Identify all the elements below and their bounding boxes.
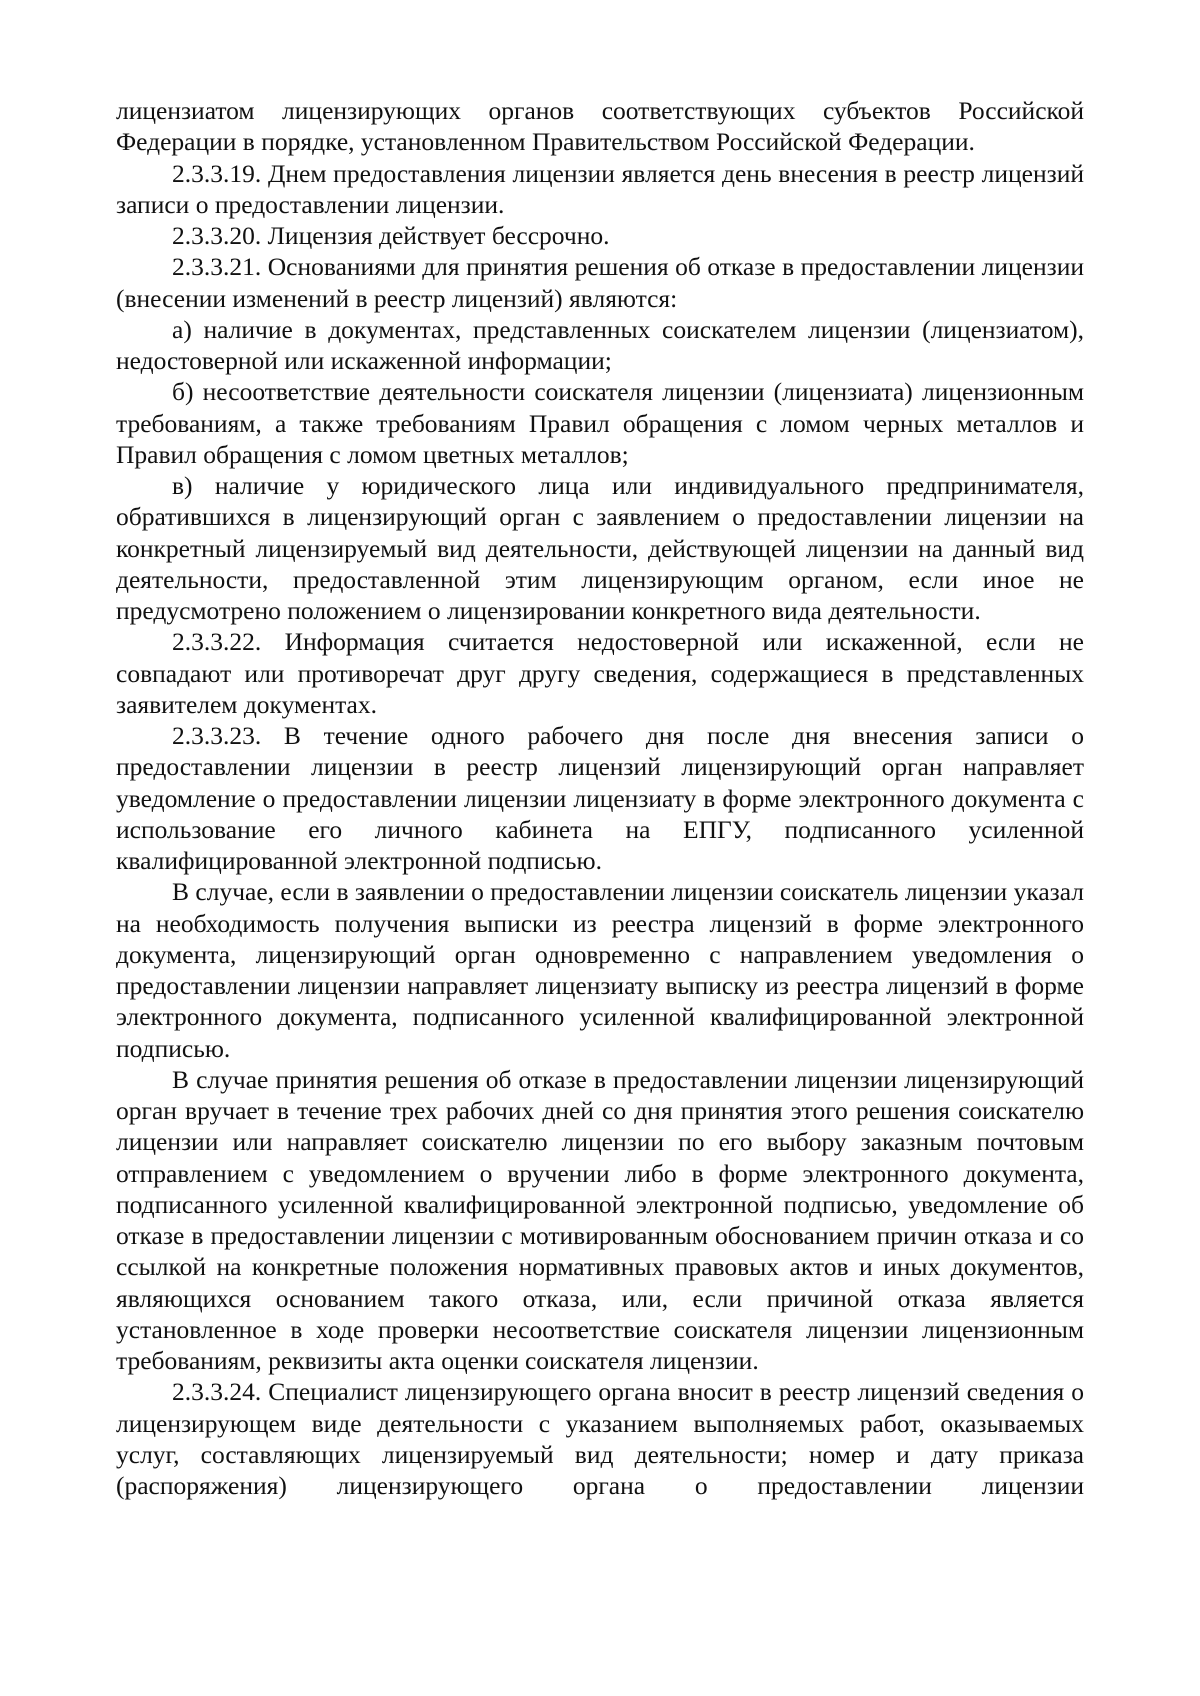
paragraph-2-3-3-19: 2.3.3.19. Днем предоставления лицензии является день внесения в реестр лицензий записи о предоставлении лицензии.	[116, 158, 1084, 219]
list-item-v: в) наличие у юридического лица или индивидуального предпринимателя, обратившихся в лицензирующий орган с заявлением о предоставлении лицензии на конкретный лицензируемый вид деятельности, действующей лицензии на данный вид деятельности, предоставленной этим лицензирующим органом, если иное не предусмотрено положением о лицензировании конкретного вида деятельности.	[116, 471, 1084, 625]
paragraph-2-3-3-23: 2.3.3.23. В течение одного рабочего дня после дня внесения записи о предоставлении лицензии в реестр лицензий лицензирующий орган направляет уведомление о предоставлении лицензии лицензиату в форме электронного документа с использование его личного кабинета на ЕПГУ, подписанного усиленной квалифицированной электронной подписью.	[116, 721, 1084, 875]
paragraph-2-3-3-24: 2.3.3.24. Специалист лицензирующего органа вносит в реестр лицензий сведения о лицензирующем виде деятельности с указанием выполняемых работ, оказываемых услуг, составляющих лицензируемый вид деятельности; номер и дату приказа (распоряжения) лицензирующего органа о предоставлении лицензии	[116, 1377, 1084, 1500]
paragraph-refusal-notice: В случае принятия решения об отказе в предоставлении лицензии лицензирующий орган вручает в течение трех рабочих дней со дня принятия этого решения соискателю лицензии или направляет соискателю лицензии по его выбору заказным почтовым отправлением с уведомлением о вручении либо в форме электронного документа, подписанного усиленной квалифицированной электронной подписью, уведомление об отказе в предоставлении лицензии с мотивированным обоснованием причин отказа и со ссылкой на конкретные положения нормативных правовых актов и иных документов, являющихся основанием такого отказа, или, если причиной отказа является установленное в ходе проверки несоответствие соискателя лицензии лицензионным требованиям, реквизиты акта оценки соискателя лицензии.	[116, 1064, 1084, 1375]
paragraph-continuation: лицензиатом лицензирующих органов соответствующих субъектов Российской Федерации в порядке, установленном Правительством Российской Федерации.	[116, 96, 1084, 157]
paragraph-2-3-3-20: 2.3.3.20. Лицензия действует бессрочно.	[172, 221, 610, 250]
paragraph-extract-request: В случае, если в заявлении о предоставлении лицензии соискатель лицензии указал на необходимость получения выписки из реестра лицензий в форме электронного документа, лицензирующий орган одновременно с направлением уведомления о предоставлении лицензии направляет лицензиату выписку из реестра лицензий в форме электронного документа, подписанного усиленной квалифицированной электронной подписью.	[116, 877, 1084, 1063]
document-page	[116, 95, 1084, 1501]
list-item-a: а) наличие в документах, представленных соискателем лицензии (лицензиатом), недостоверной или искаженной информации;	[116, 314, 1084, 375]
paragraph-2-3-3-21: 2.3.3.21. Основаниями для принятия решения об отказе в предоставлении лицензии (внесении изменений в реестр лицензий) являются:	[116, 252, 1084, 313]
paragraph-2-3-3-22: 2.3.3.22. Информация считается недостоверной или искаженной, если не совпадают или противоречат друг другу сведения, содержащиеся в представленных заявителем документах.	[116, 627, 1084, 719]
list-item-b: б) несоответствие деятельности соискателя лицензии (лицензиата) лицензионным требованиям, а также требованиям Правил обращения с ломом черных металлов и Правил обращения с ломом цветных металлов;	[116, 377, 1084, 469]
